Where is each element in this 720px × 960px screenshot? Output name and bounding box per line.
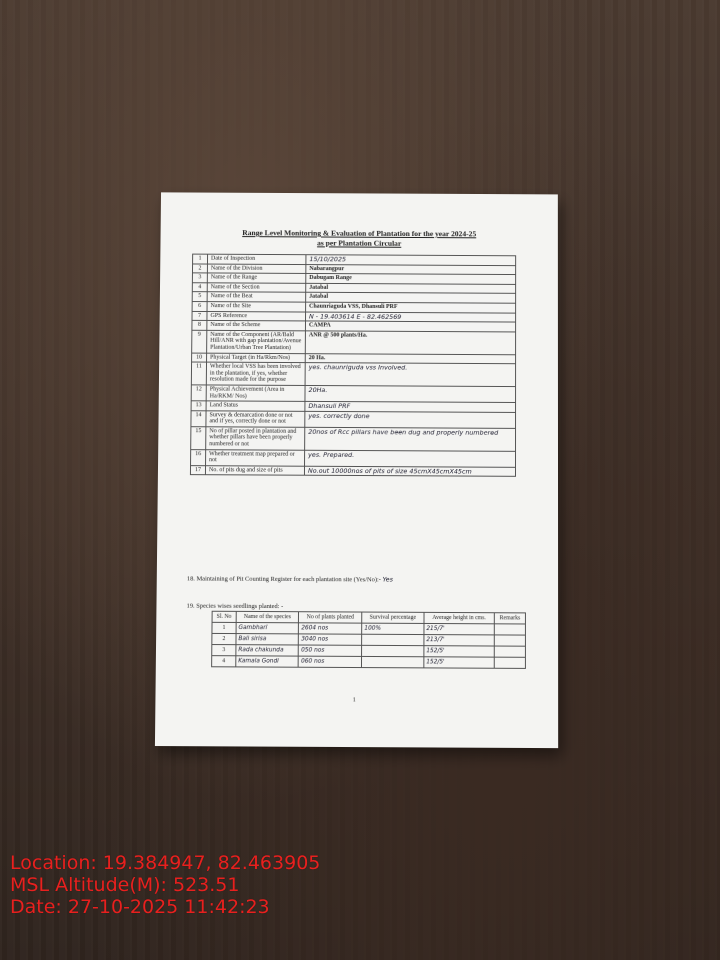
form-row-value: yes. correctly done (305, 411, 516, 428)
species-header-cell: Sl. No (212, 611, 236, 622)
species-cell-planted: 3040 nos (299, 634, 362, 645)
form-row-number: 3 (192, 273, 207, 283)
form-row-value: Chaunriaguda VSS, Dhansuli PRF (306, 302, 516, 313)
form-row-value: 15/10/2025 (306, 255, 516, 266)
form-row-number: 16 (191, 449, 206, 465)
species-cell-planted: 050 nos (299, 645, 362, 656)
species-cell-survival (362, 656, 424, 667)
form-row (191, 427, 516, 451)
question-18-answer: Yes (382, 575, 393, 584)
form-row-label: Name of the Range (207, 273, 306, 283)
form-row-value: 20Ha. (305, 385, 516, 402)
species-header-cell: Survival percentage (362, 612, 424, 623)
form-row-value: CAMPA (305, 321, 515, 332)
species-cell-name: Rada chakunda (236, 645, 299, 656)
form-row-number: 6 (192, 302, 207, 312)
form-row-value: Nabarangpur (306, 264, 516, 275)
form-row-number: 5 (192, 292, 207, 302)
document-page (155, 192, 558, 748)
species-cell-name: Bali sirisa (236, 634, 299, 645)
form-row-label: Name of the Section (207, 283, 306, 293)
form-row-value: Jatabal (306, 293, 516, 304)
form-row-value: No.out 10000nos of pits of size 45cmX45cmX45cm (304, 466, 515, 477)
species-header-cell: Average height in cms. (424, 612, 495, 623)
form-row-label: Land Status (206, 401, 305, 411)
species-cell-remarks (494, 646, 525, 657)
form-row-label: Name of the Component (AR/Bald Hill/ANR with gap plantation/Avenue Plantation/Urban Tree Plantation) (207, 330, 306, 353)
species-cell-survival: 100% (362, 623, 424, 634)
form-row (190, 465, 515, 476)
form-row (191, 449, 516, 467)
form-row (192, 330, 516, 354)
form-row-label: Physical Target (in Ha/Rkm/Nos) (207, 353, 306, 363)
form-row-value: Dabugam Range (306, 274, 516, 285)
form-row-value: N - 19.403614 E - 82.462569 (305, 312, 515, 323)
form-row-label: Whether treatment map prepared or not (206, 449, 305, 466)
species-cell-name: Gambhari (236, 622, 299, 633)
form-row-number: 17 (190, 465, 205, 475)
form-row-label: Survey & demarcation done or not and if yes, correctly done or not (206, 411, 305, 428)
species-cell-survival (362, 645, 424, 656)
form-row-value: 20 Ha. (305, 353, 515, 364)
form-row-number: 8 (192, 321, 207, 331)
species-cell-height: 213/7' (424, 635, 495, 646)
inspection-form-table (190, 254, 516, 478)
form-row-number: 2 (192, 264, 207, 274)
form-row-label: Physical Achievement (Area in Ha/RKM/ Nos) (206, 385, 305, 402)
form-row-number: 12 (191, 385, 206, 401)
form-row-label: No. of pits dug and size of pits (205, 466, 304, 476)
form-row-label: Name of the Beat (207, 292, 306, 302)
species-cell-sl: 1 (212, 622, 236, 633)
form-row-number: 7 (192, 311, 207, 321)
form-row-label: Name of the Scheme (207, 321, 306, 331)
species-cell-height: 152/5' (424, 657, 495, 668)
form-row-label: Whether local VSS has been involved in the plantation, if yes, whether resolution made for the purpose (206, 362, 305, 385)
page-number: 1 (352, 697, 356, 704)
document-title (190, 228, 528, 249)
form-row-value: yes. Prepared. (305, 450, 516, 467)
question-19-text: 19. Species wises seedlings planted: - (186, 602, 284, 611)
species-cell-sl: 3 (212, 645, 236, 656)
form-row-value: ANR @ 500 plants/Ha. (305, 331, 515, 355)
form-row (191, 410, 516, 428)
form-row-label: No of pillar posted in plantation and whether pillars have been properly numbered or not (206, 427, 305, 450)
species-cell-planted: 060 nos (298, 656, 361, 667)
overlay-altitude: MSL Altitude(M): 523.51 (10, 874, 240, 896)
species-cell-remarks (494, 635, 525, 646)
form-row-number: 1 (193, 254, 208, 264)
species-header-cell: Name of the species (236, 611, 299, 622)
form-row-label: Date of Inspection (207, 254, 305, 264)
species-cell-name: Kamala Gondi (236, 656, 299, 667)
question-18-text: 18. Maintaining of Pit Counting Register for each plantation site (Yes/No):- (186, 575, 381, 584)
question-18 (187, 574, 393, 583)
form-row-label: Name of the Division (207, 264, 306, 274)
form-row-number: 14 (191, 410, 206, 426)
species-cell-remarks (494, 657, 525, 668)
geotag-overlay (10, 852, 430, 918)
form-row-number: 9 (192, 330, 207, 353)
species-cell-sl: 2 (212, 633, 236, 644)
form-row-value: 20nos of Rcc pillars have been dug and properly numbered (305, 427, 516, 451)
title-line-1: Range Level Monitoring & Evaluation of Plantation for the year 2024-25 (242, 228, 477, 239)
form-row-number: 15 (191, 427, 206, 450)
form-row-label: GPS Reference (207, 311, 306, 321)
species-table (211, 611, 526, 669)
species-cell-sl: 4 (212, 656, 236, 667)
form-row-value: yes. chaunriguda vss Involved. (305, 363, 516, 387)
form-row (191, 362, 515, 386)
species-cell-planted: 2604 nos (299, 623, 362, 634)
form-row-value: Jatabal (306, 283, 516, 294)
form-row-number: 10 (192, 353, 207, 363)
form-row (191, 385, 515, 403)
form-row-value: Dhansuli PRF (305, 401, 516, 412)
overlay-location: Location: 19.384947, 82.463905 (10, 852, 321, 874)
species-header-cell: No of plants planted (299, 612, 362, 623)
species-cell-survival (362, 634, 424, 645)
species-cell-height: 152/5' (424, 646, 495, 657)
form-row-label: Name of the Site (207, 302, 306, 312)
form-row-number: 13 (191, 401, 206, 411)
title-line-2: as per Plantation Circular (317, 238, 402, 248)
species-row (212, 656, 526, 669)
species-cell-remarks (494, 624, 525, 635)
species-header-cell: Remarks (494, 613, 525, 624)
overlay-date: Date: 27-10-2025 11:42:23 (10, 896, 270, 918)
form-row-number: 4 (192, 283, 207, 293)
species-cell-height: 215/7' (424, 623, 495, 634)
form-row-number: 11 (191, 362, 206, 385)
